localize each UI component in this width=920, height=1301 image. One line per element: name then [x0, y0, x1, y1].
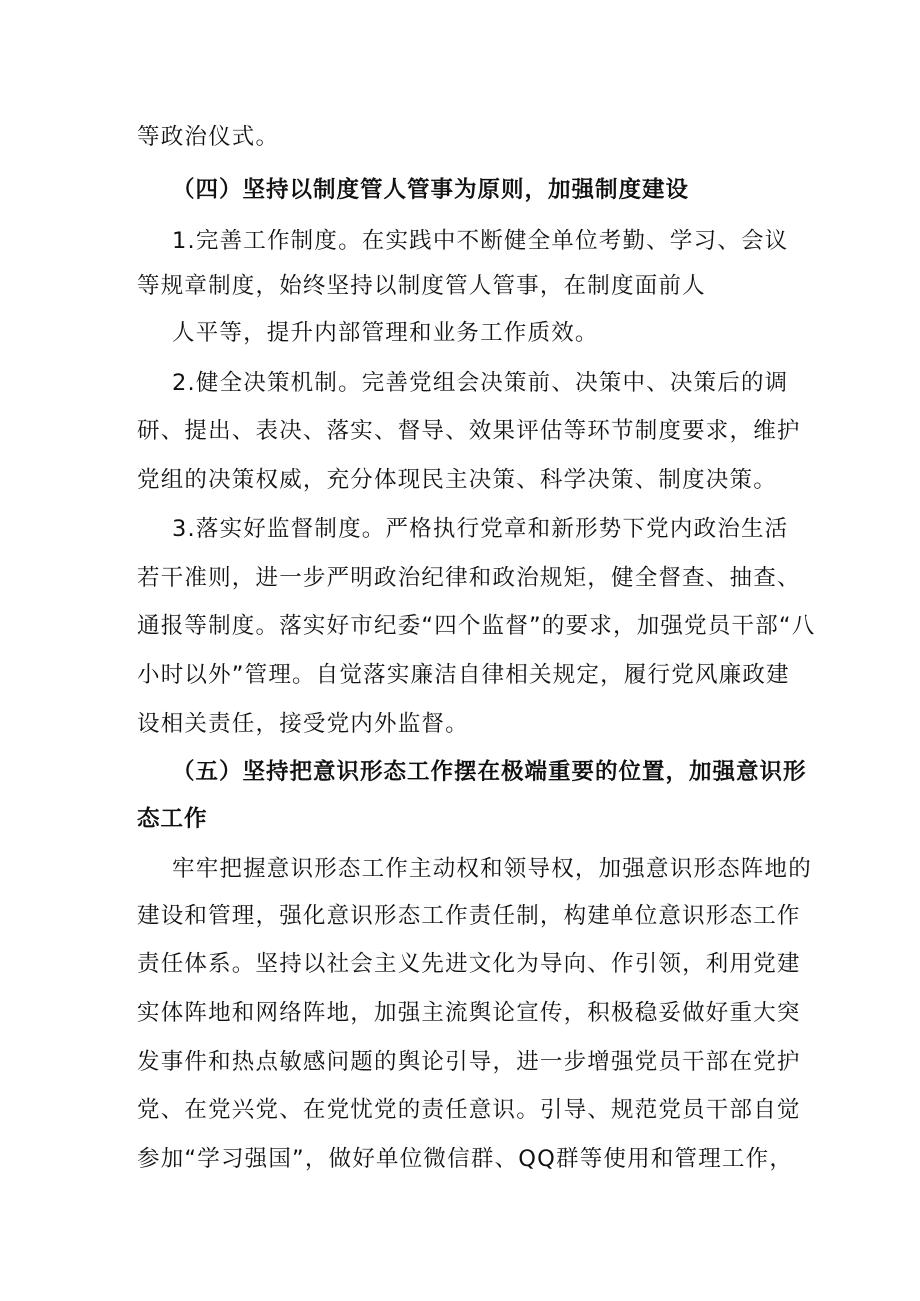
text-line: 发事件和热点敏感问题的舆论引导，进一步增强党员干部在党护: [137, 1049, 801, 1075]
text-line: 3.落实好监督制度。严格执行党章和新形势下党内政治生活: [172, 516, 789, 542]
text-line: 建设和管理，强化意识形态工作责任制，构建单位意识形态工作: [137, 903, 801, 929]
text-line: 责任体系。坚持以社会主义先进文化为导向、作引领，利用党建: [137, 951, 801, 977]
text-line: 参加“学习强国”，做好单位微信群、QQ群等使用和管理工作，: [137, 1146, 794, 1172]
text-line: 实体阵地和网络阵地，加强主流舆论宣传，积极稳妥做好重大突: [137, 1000, 801, 1026]
text-line: 设相关责任，接受党内外监督。: [137, 711, 469, 737]
text-line: 若干准则，进一步严明政治纪律和政治规矩，健全督查、抽查、: [137, 565, 801, 591]
text-line: 等规章制度，始终坚持以制度管人管事，在制度面前人: [137, 273, 706, 299]
text-line: 牢牢把握意识形态工作主动权和领导权，加强意识形态阵地的: [172, 856, 812, 882]
text-line: 2.健全决策机制。完善党组会决策前、决策中、决策后的调: [172, 370, 789, 396]
text-line: 小时以外”管理。自觉落实廉洁自律相关规定，履行党风廉政建: [137, 662, 790, 688]
text-line: 人平等，提升内部管理和业务工作质效。: [172, 320, 599, 346]
text-line: 等政治仪式。: [137, 124, 280, 150]
section-heading: （四）坚持以制度管人管事为原则，加强制度建设: [172, 177, 690, 203]
text-line: 1.完善工作制度。在实践中不断健全单位考勤、学习、会议: [172, 228, 789, 254]
text-line: 研、提出、表决、落实、督导、效果评估等环节制度要求，维护: [137, 418, 801, 444]
text-line: 通报等制度。落实好市纪委“四个监督”的要求，加强党员干部“八: [137, 613, 816, 639]
section-heading-continued: 态工作: [137, 806, 208, 832]
text-line: 党组的决策权威，充分体现民主决策、科学决策、制度决策。: [137, 467, 777, 493]
section-heading: （五）坚持把意识形态工作摆在极端重要的位置，加强意识形: [172, 759, 807, 785]
text-line: 党、在党兴党、在党忧党的责任意识。引导、规范党员干部自觉: [137, 1097, 801, 1123]
